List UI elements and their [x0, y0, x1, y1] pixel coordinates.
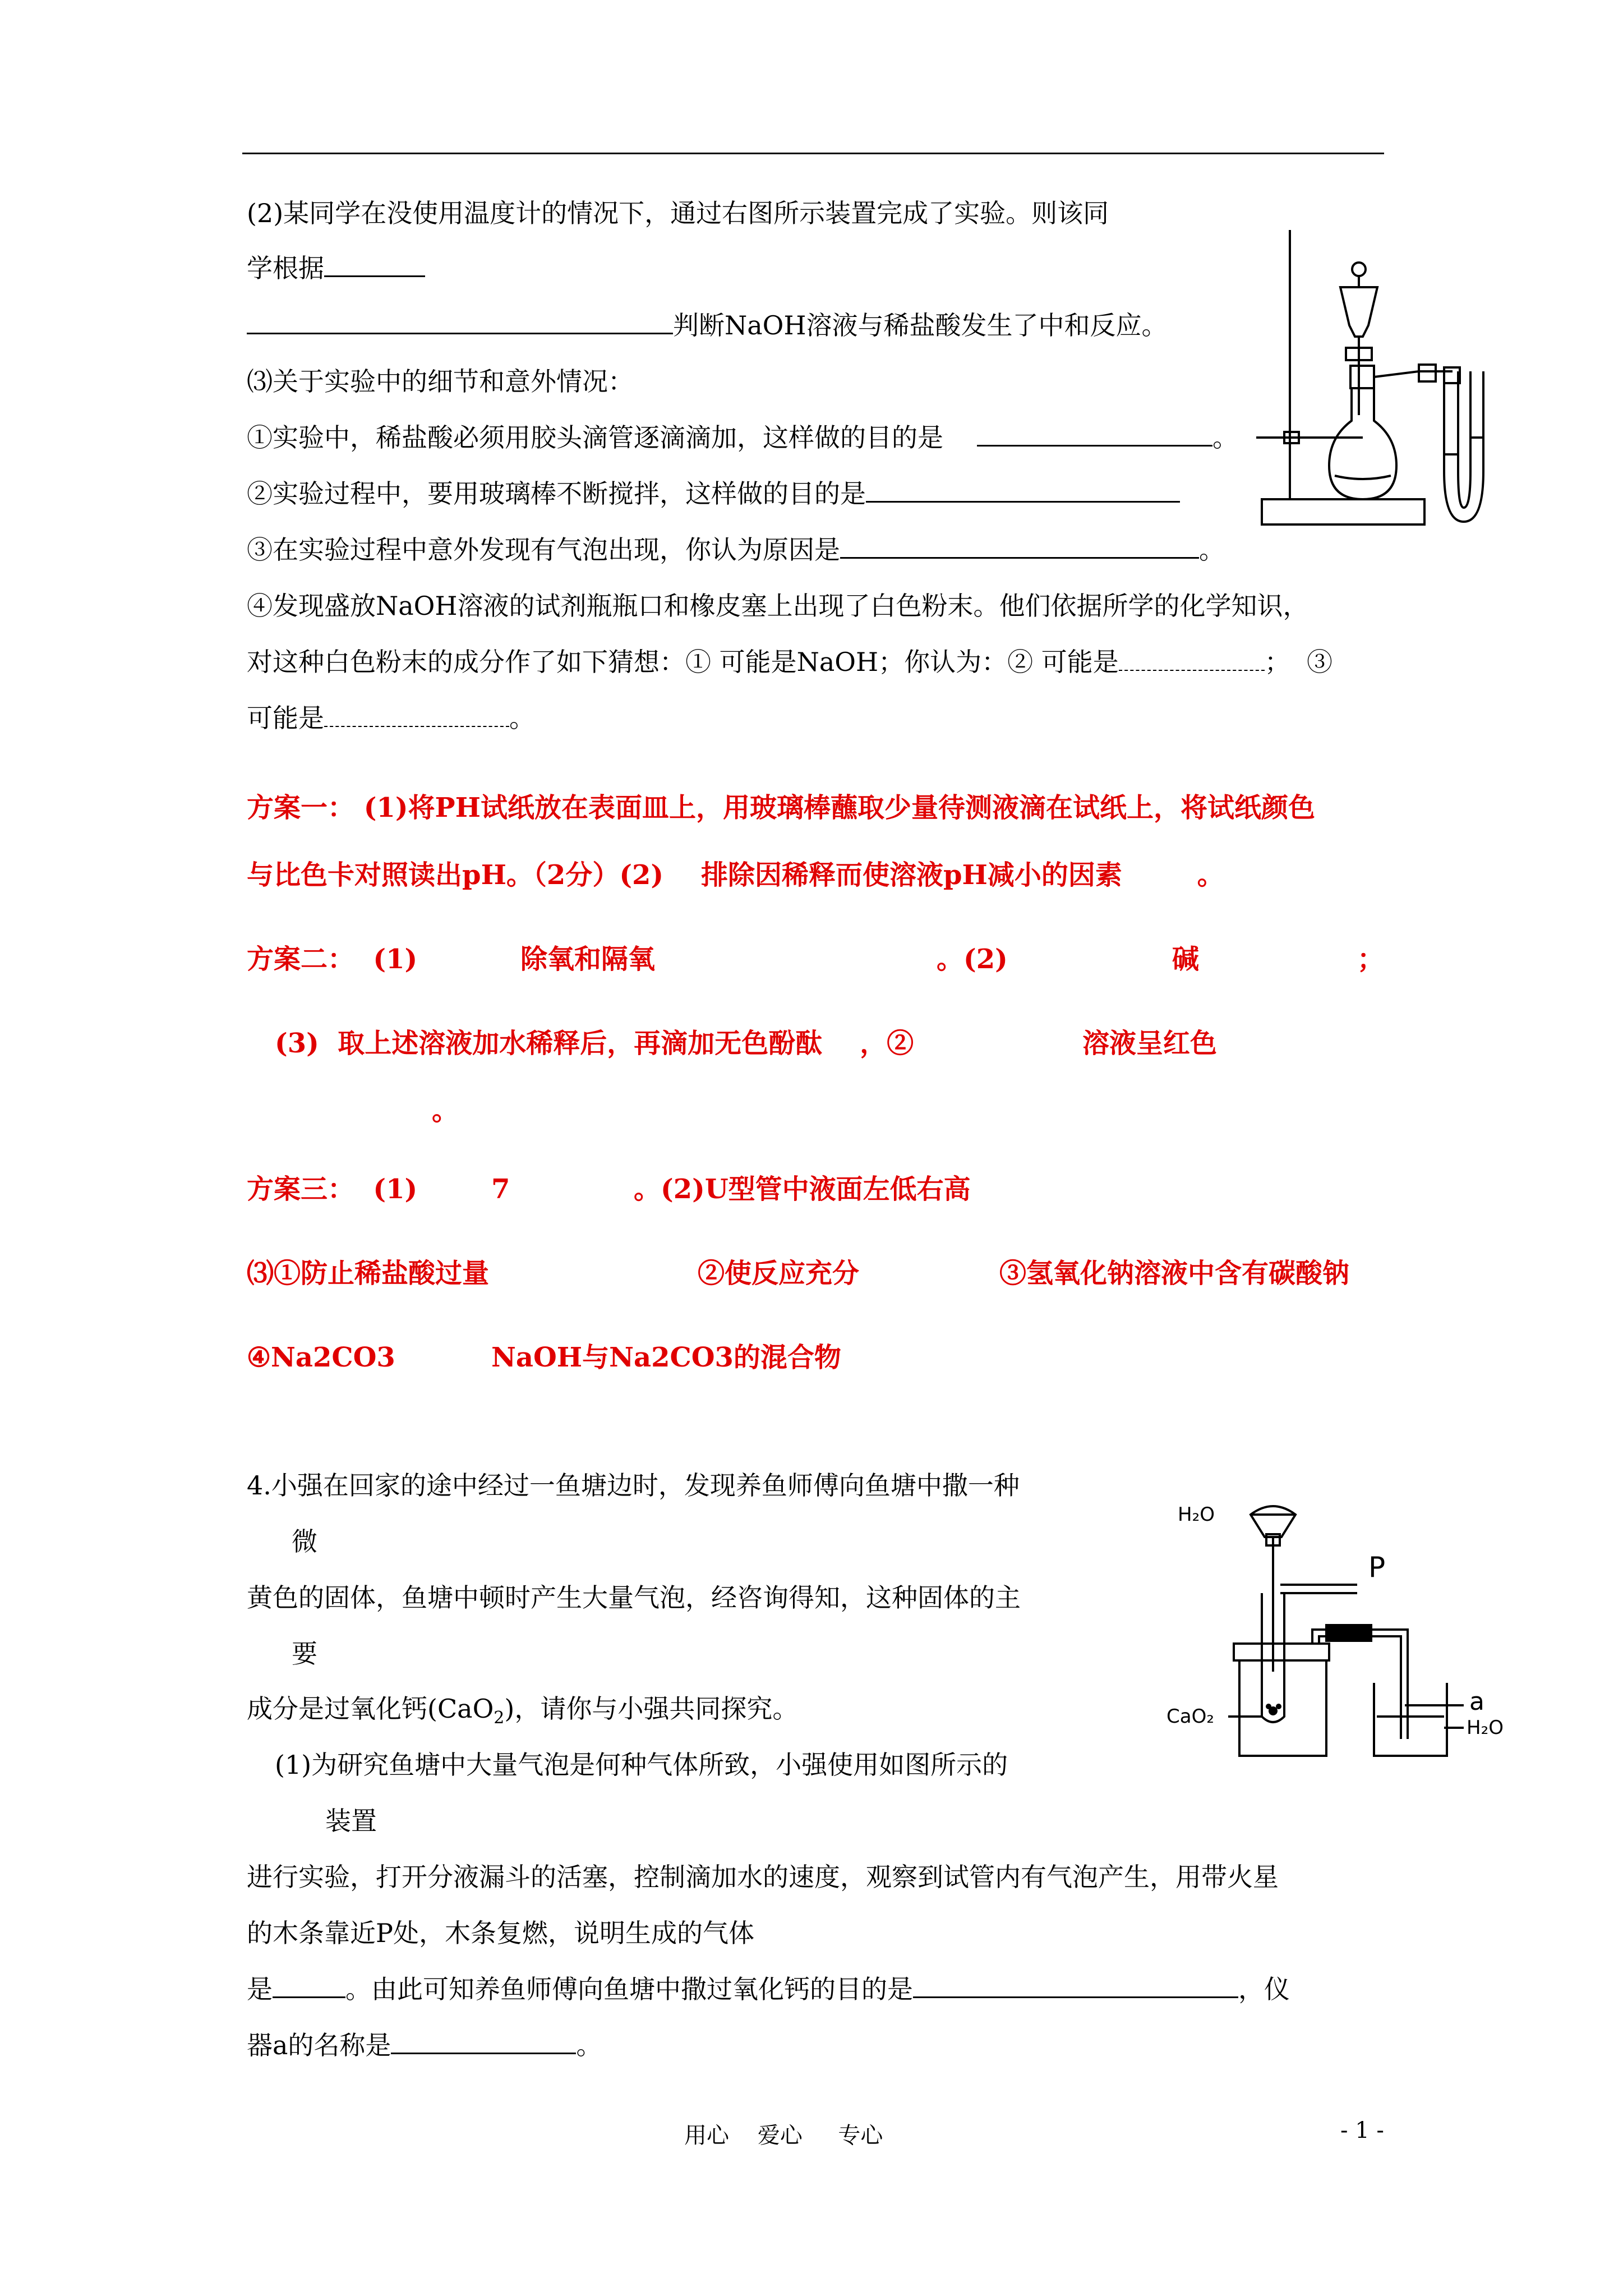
q4-line-1: 4.小强在回家的途中经过一鱼塘边时，发现养鱼师傅向鱼塘中撒一种 — [247, 1470, 1020, 1501]
q4-line-3: 成分是过氧化钙(CaO$_2$)，请你与小强共同探究。 — [247, 1694, 799, 1728]
answer-plan2-v2: 碱 — [1172, 944, 1200, 975]
answer-blank[interactable] — [913, 1974, 1238, 1998]
answer-plan2-end2: 。 — [432, 1095, 459, 1126]
label-h2o-right: H₂O — [1467, 1717, 1504, 1739]
label-cao2: CaO₂ — [1166, 1705, 1214, 1728]
footer-center: 用心 爱心 专心 — [684, 2123, 883, 2148]
answer-blank[interactable] — [391, 2030, 576, 2054]
header-rule — [242, 153, 1384, 154]
q4-line-5: 进行实验，打开分液漏斗的活塞，控制滴加水的速度，观察到试管内有气泡产生，用带火星 — [247, 1862, 1279, 1892]
answer-plan3-lead: 方案三： (1) — [247, 1174, 418, 1205]
answer-blank[interactable] — [866, 478, 1180, 503]
q3-line-9: 对这种白色粉末的成分作了如下猜想：① 可能是NaOH；你认为：② 可能是 ； ③ — [247, 647, 1332, 677]
label-h2o-top: H₂O — [1178, 1503, 1215, 1526]
label-p: P — [1368, 1551, 1386, 1584]
q3-line-5: ①实验中，稀盐酸必须用胶头滴管逐滴滴加，这样做的目的是 。 — [247, 422, 1238, 453]
answer-plan2-v3: 溶液呈红色 — [1082, 1028, 1218, 1059]
answer-plan2-mid: 。(2) — [937, 944, 1008, 975]
answer-blank[interactable] — [324, 703, 509, 727]
q3-line-2: 学根据 — [247, 252, 425, 284]
answer-c2: ②使反应充分 — [698, 1258, 860, 1289]
answer-blank[interactable] — [324, 253, 425, 277]
q3-line-10: 可能是 。 — [247, 703, 535, 733]
answer-plan3-v2: 。(2)U型管中液面左低右高 — [634, 1174, 971, 1205]
answer-c1: ⑶①防止稀盐酸过量 — [247, 1258, 490, 1289]
q4-line-2b: 要 — [292, 1639, 317, 1669]
q4-line-2: 黄色的固体，鱼塘中顿时产生大量气泡，经咨询得知，这种固体的主 — [247, 1582, 1021, 1613]
answer-plan2-v1: 除氧和隔氧 — [520, 944, 656, 975]
label-a: a — [1469, 1687, 1484, 1716]
answer-d1: ④Na2CO3 — [247, 1342, 395, 1373]
answer-blank[interactable] — [977, 422, 1212, 447]
q3-line-6: ②实验过程中，要用玻璃棒不断搅拌，这样做的目的是 — [247, 478, 1180, 509]
answer-plan2-line1: 方案二： (1) — [247, 944, 418, 975]
answer-blank[interactable] — [840, 535, 1199, 559]
q3-line-4: ⑶关于实验中的细节和意外情况： — [247, 366, 634, 397]
q3-line-1: (2)某同学在没使用温度计的情况下，通过右图所示装置完成了实验。则该同 — [247, 198, 1109, 228]
q3-line-8: ④发现盛放NaOH溶液的试剂瓶瓶口和橡皮塞上出现了白色粉末。他们依据所学的化学知识， — [247, 591, 1309, 621]
answer-plan1-line1: 方案一： (1)将PH试纸放在表面皿上，用玻璃棒蘸取少量待测液滴在试纸上，将试纸颜色 — [247, 792, 1315, 823]
answer-d2: NaOH与Na2CO3的混合物 — [491, 1342, 841, 1373]
answer-blank[interactable] — [247, 310, 673, 334]
answer-plan2-end: ； — [1357, 944, 1385, 975]
q3-line-7: ③在实验过程中意外发现有气泡出现，你认为原因是 。 — [247, 535, 1225, 565]
answer-plan3-v1: 7 — [491, 1174, 510, 1205]
q4-line-6: 的木条靠近P处，木条复燃，说明生成的气体 — [247, 1918, 754, 1948]
answer-plan1-line2: 与比色卡对照读出pH。（2分）(2) 排除因稀释而使溶液pH减小的因素 。 — [247, 859, 1224, 891]
q4-line-4b: 装置 — [325, 1806, 377, 1836]
q4-line-4: (1)为研究鱼塘中大量气泡是何种气体所致，小强使用如图所示的 — [275, 1750, 1008, 1780]
answer-blank[interactable] — [273, 1974, 345, 1998]
answer-c3: ③氢氧化钠溶液中含有碳酸钠 — [999, 1258, 1350, 1289]
answer-blank[interactable] — [1119, 647, 1265, 671]
q4-line-7: 是 。由此可知养鱼师傅向鱼塘中撒过氧化钙的目的是 ，仪 — [247, 1974, 1290, 2004]
q4-line-1b: 微 — [292, 1526, 317, 1557]
u-tube-apparatus-diagram — [1251, 224, 1492, 539]
apparatus-figure-2 — [1166, 1492, 1504, 1761]
q3-line-3: 判断NaOH溶液与稀盐酸发生了中和反应。 — [247, 310, 1168, 341]
q4-line-8: 器a的名称是 。 — [247, 2030, 602, 2060]
answer-plan2-line2: (3) 取上述溶液加水稀释后，再滴加无色酚酞 ，② — [275, 1028, 914, 1059]
apparatus-figure-1 — [1251, 224, 1492, 539]
page-number: - 1 - — [1340, 2118, 1384, 2143]
